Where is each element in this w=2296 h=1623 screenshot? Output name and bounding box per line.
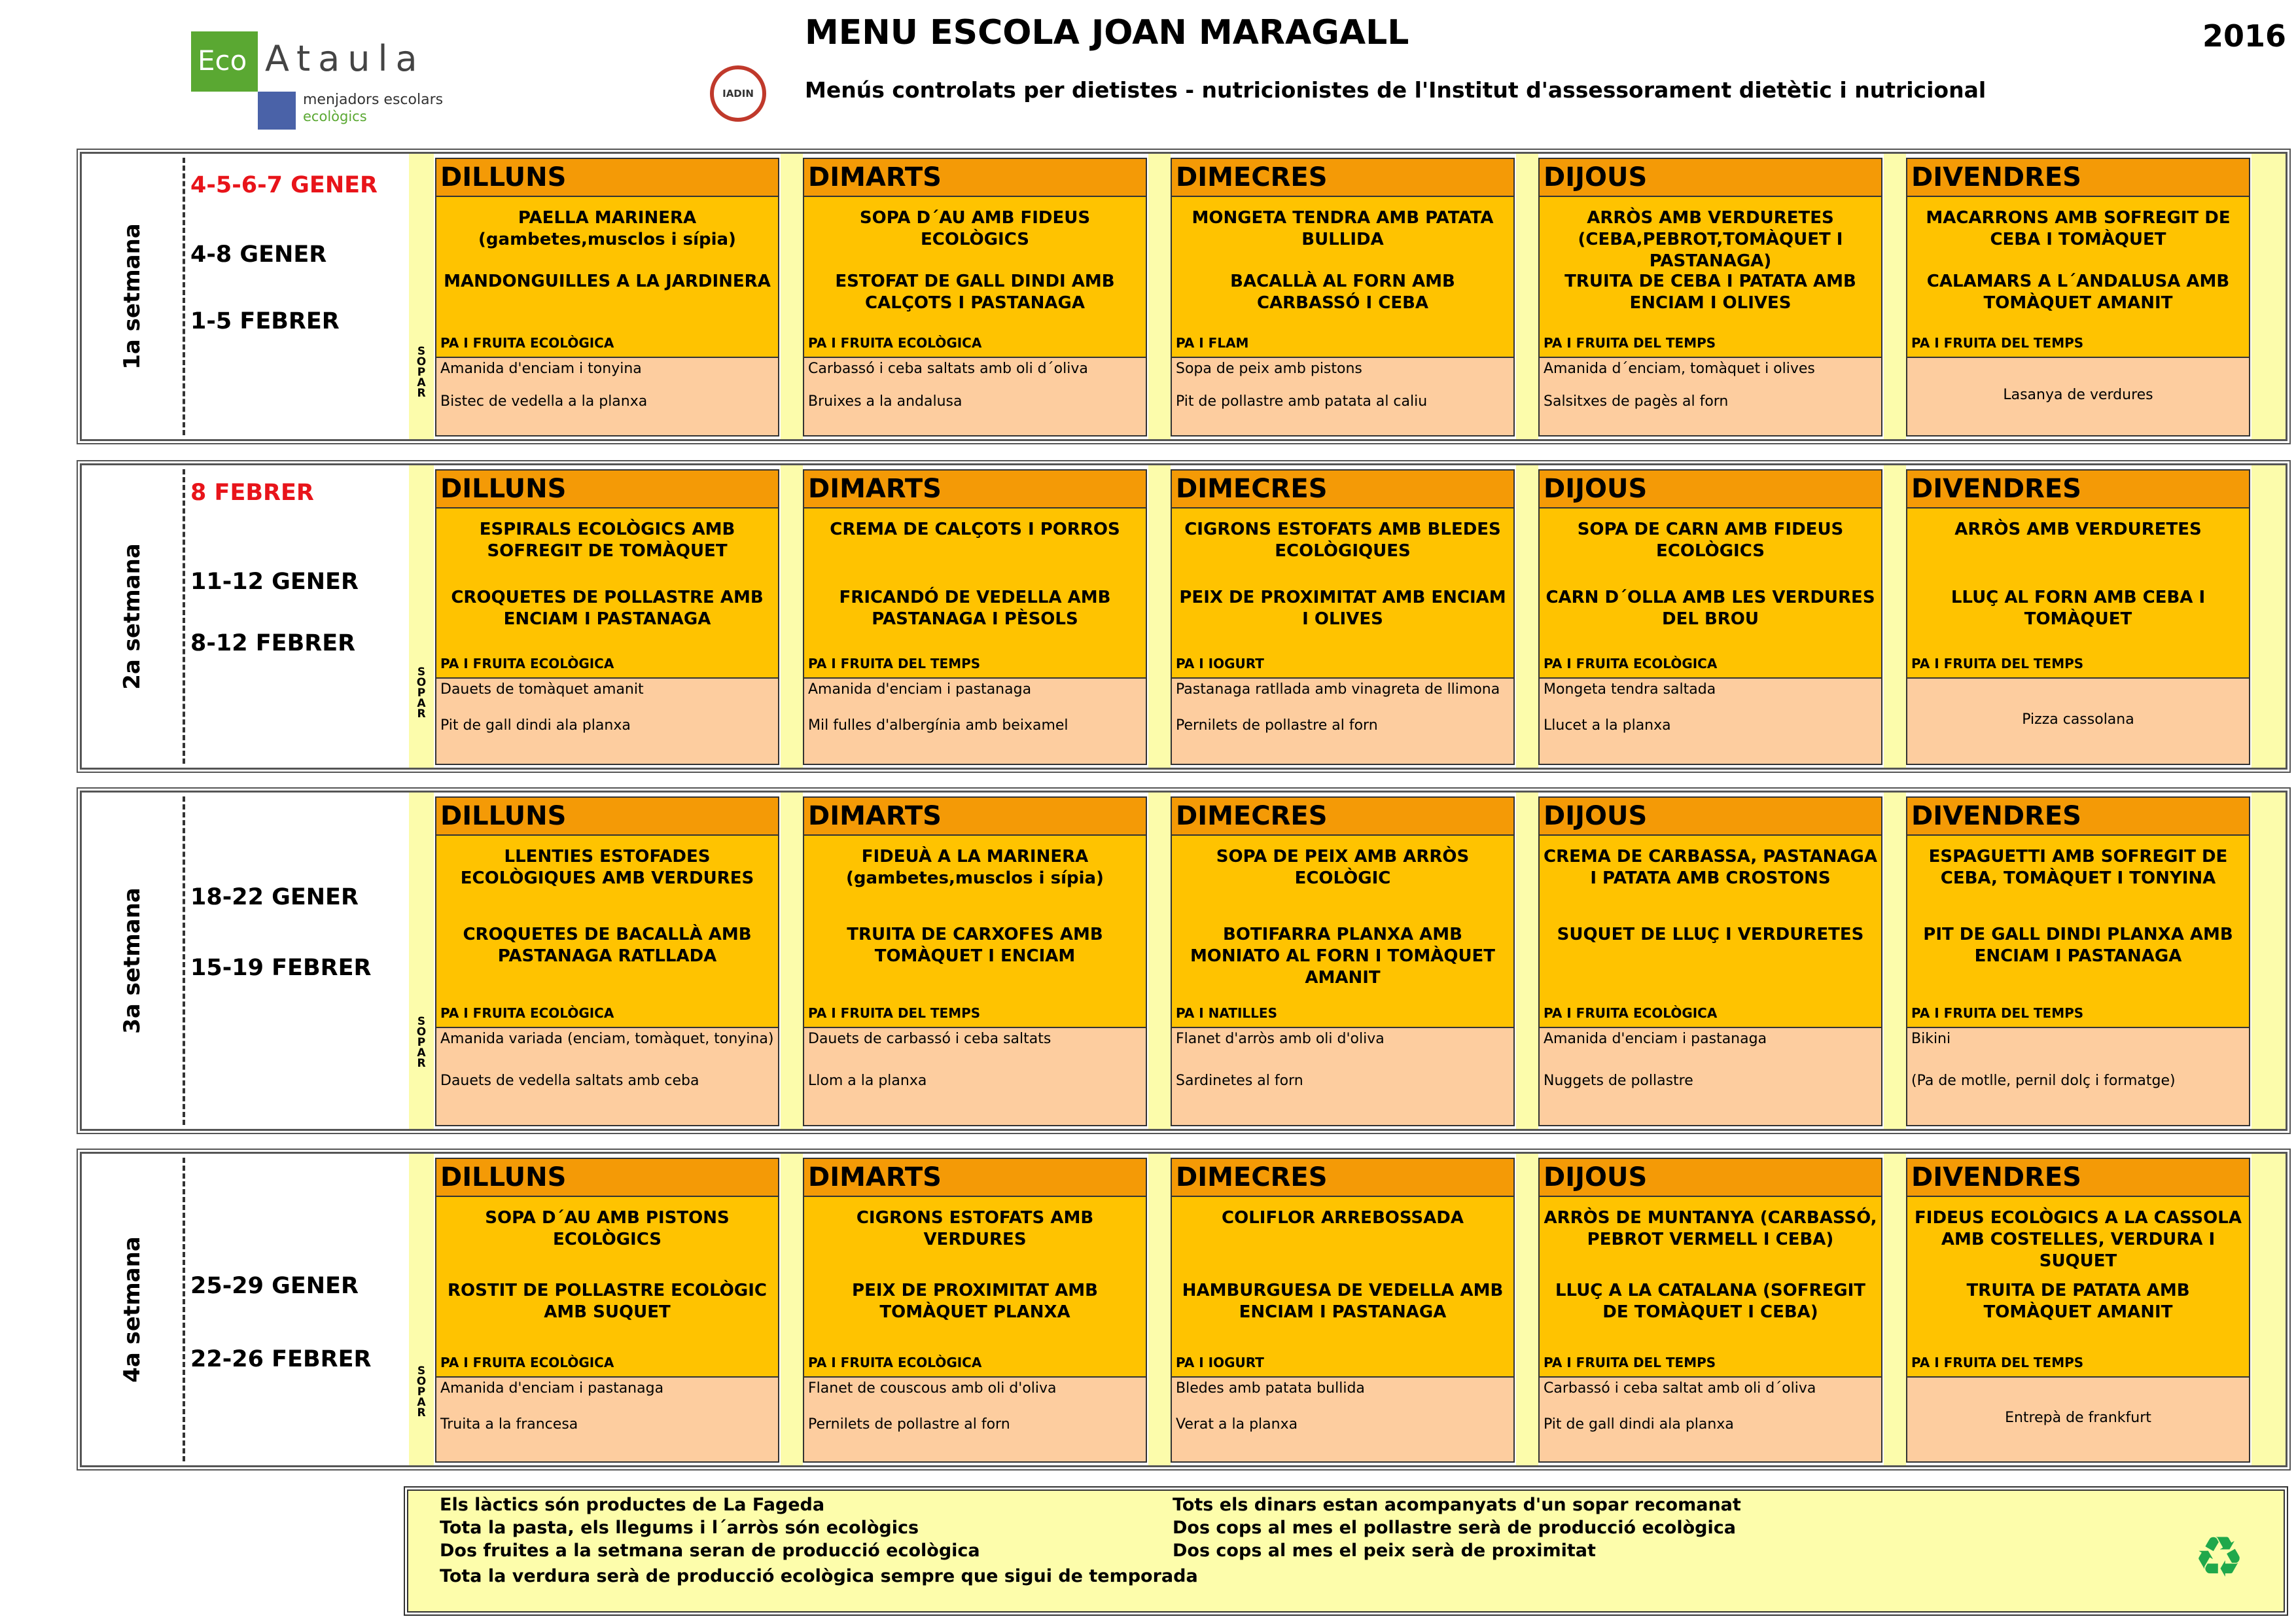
dinner-cell: [1906, 679, 2250, 765]
dinner-item: Amanida d'enciam i tonyina: [440, 361, 642, 377]
bread-and-dessert: PA I FLAM: [1176, 335, 1249, 351]
week-block: [80, 463, 2287, 770]
dinner-cell: [803, 1378, 1147, 1463]
dinner-item: Dauets de vedella saltats amb ceba: [440, 1073, 699, 1089]
bread-and-dessert: PA I FRUITA ECOLÒGICA: [1544, 1005, 1718, 1021]
second-course: MANDONGUILLES A LA JARDINERA: [444, 272, 771, 291]
week-block: [80, 791, 2287, 1131]
sopar-strip: [409, 793, 434, 1129]
ecoataula-logo-green-square: [191, 31, 258, 92]
dinner-item: Amanida d´enciam, tomàquet i olives: [1544, 361, 1815, 377]
dinner-cell: [435, 1378, 779, 1463]
week-date: 22-26 FEBRER: [190, 1346, 372, 1372]
day-column: [1538, 1158, 1882, 1463]
column-gap: [1516, 1154, 1538, 1465]
lunch-cell: [1538, 1197, 1882, 1378]
dinner-cell: [803, 679, 1147, 765]
column-gap: [1884, 1154, 1906, 1465]
day-header: DILLUNS: [435, 158, 779, 197]
day-header: DIJOUS: [1538, 469, 1882, 508]
week-label-text: 3a setmana: [119, 887, 146, 1034]
note-left-2: Tota la pasta, els llegums i l´arròs són ecològics: [440, 1518, 919, 1538]
column-gap: [2252, 793, 2286, 1129]
first-course: LLENTIES ESTOFADES ECOLÒGIQUES AMB VERDURES: [460, 847, 754, 888]
dinner-item: Pizza cassolana: [2022, 711, 2134, 728]
bread-and-dessert: PA I FRUITA ECOLÒGICA: [440, 335, 614, 351]
dinner-cell: [435, 679, 779, 765]
page-title: MENU ESCOLA JOAN MARAGALL: [805, 13, 1409, 52]
dinner-item: Entrepà de frankfurt: [2005, 1410, 2151, 1426]
first-course: SOPA DE CARN AMB FIDEUS ECOLÒGICS: [1577, 520, 1844, 561]
dinner-item: Bruixes a la andalusa: [808, 393, 963, 410]
second-course: TRUITA DE CEBA I PATATA AMB ENCIAM I OLIVES: [1564, 272, 1856, 313]
note-right-1: Tots els dinars estan acompanyats d'un sopar recomanat: [1173, 1495, 1741, 1515]
dinner-cell: [1538, 358, 1882, 437]
day-header: DIMARTS: [803, 158, 1147, 197]
dinner-cell: [803, 358, 1147, 437]
column-gap: [1516, 154, 1538, 439]
week-date: 8 FEBRER: [190, 480, 314, 506]
dinner-item: (Pa de motlle, pernil dolç i formatge): [1911, 1073, 2176, 1089]
column-gap: [1148, 154, 1171, 439]
bread-and-dessert: PA I FRUITA DEL TEMPS: [1911, 1005, 2084, 1021]
day-header: DIMARTS: [803, 796, 1147, 836]
column-gap: [1516, 465, 1538, 768]
bread-and-dessert: PA I IOGURT: [1176, 1355, 1264, 1370]
lunch-cell: [803, 836, 1147, 1028]
dinner-item: Flanet de couscous amb oli d'oliva: [808, 1380, 1057, 1397]
day-column: [1906, 158, 2250, 437]
day-column: [435, 1158, 779, 1463]
first-course: SOPA D´AU AMB FIDEUS ECOLÒGICS: [859, 208, 1091, 249]
dinner-item: Sopa de peix amb pistons: [1176, 361, 1362, 377]
iadin-logo-text: IADIN: [722, 88, 754, 99]
dinner-item: Carbassó i ceba saltats amb oli d´oliva: [808, 361, 1088, 377]
second-course: PEIX DE PROXIMITAT AMB TOMÀQUET PLANXA: [852, 1281, 1098, 1322]
week-label: [82, 1154, 183, 1465]
week-date: 4-8 GENER: [190, 241, 327, 268]
bread-and-dessert: PA I FRUITA ECOLÒGICA: [440, 1355, 614, 1370]
bread-and-dessert: PA I FRUITA ECOLÒGICA: [808, 335, 982, 351]
dinner-item: Llom a la planxa: [808, 1073, 927, 1089]
dinner-item: Mil fulles d'albergínia amb beixamel: [808, 717, 1069, 734]
dinner-item: Pit de gall dindi ala planxa: [1544, 1416, 1734, 1433]
sopar-strip: [409, 154, 434, 439]
lunch-cell: [1171, 197, 1515, 358]
first-course: ARRÒS DE MUNTANYA (CARBASSÓ, PEBROT VERMELL I CEBA): [1544, 1208, 1877, 1249]
day-header: DIMECRES: [1171, 469, 1515, 508]
column-gap: [1148, 793, 1171, 1129]
dinner-item: Lasanya de verdures: [2003, 387, 2153, 403]
dinner-item: Bledes amb patata bullida: [1176, 1380, 1365, 1397]
second-course: FRICANDÓ DE VEDELLA AMB PASTANAGA I PÈSOLS: [839, 588, 1111, 629]
dashed-separator: [183, 1158, 185, 1461]
day-column: [1171, 1158, 1515, 1463]
day-header: DIVENDRES: [1906, 469, 2250, 508]
dinner-item: Salsitxes de pagès al forn: [1544, 393, 1729, 410]
column-gap: [1148, 1154, 1171, 1465]
second-course: PIT DE GALL DINDI PLANXA AMB ENCIAM I PASTANAGA: [1923, 925, 2233, 966]
dinner-item: Pit de gall dindi ala planxa: [440, 717, 631, 734]
day-column: [803, 796, 1147, 1126]
dinner-item: Verat a la planxa: [1176, 1416, 1298, 1433]
dinner-item: Dauets de tomàquet amanit: [440, 681, 644, 698]
day-column: [435, 796, 779, 1126]
day-column: [1906, 469, 2250, 765]
second-course: SUQUET DE LLUÇ I VERDURETES: [1557, 925, 1864, 944]
day-header: DIJOUS: [1538, 158, 1882, 197]
day-header: DIJOUS: [1538, 796, 1882, 836]
lunch-cell: [1171, 836, 1515, 1028]
dinner-cell: [1906, 1028, 2250, 1126]
dinner-item: Pit de pollastre amb patata al caliu: [1176, 393, 1428, 410]
column-gap: [2252, 154, 2286, 439]
dinner-cell: [435, 1028, 779, 1126]
column-gap: [1884, 154, 1906, 439]
day-column: [1538, 796, 1882, 1126]
day-column: [1171, 796, 1515, 1126]
day-header: DILLUNS: [435, 796, 779, 836]
day-header: DIVENDRES: [1906, 796, 2250, 836]
note-right-2: Dos cops al mes el pollastre serà de producció ecològica: [1173, 1518, 1736, 1538]
second-course: LLUÇ A LA CATALANA (SOFREGIT DE TOMÀQUET I CEBA): [1555, 1281, 1866, 1322]
bread-and-dessert: PA I IOGURT: [1176, 656, 1264, 671]
first-course: MACARRONS AMB SOFREGIT DE CEBA I TOMÀQUET: [1926, 208, 2231, 249]
first-course: ESPIRALS ECOLÒGICS AMB SOFREGIT DE TOMÀQUET: [479, 520, 735, 561]
week-block: [80, 152, 2287, 441]
first-course: FIDEUÀ A LA MARINERA (gambetes,musclos i sípia): [846, 847, 1104, 888]
lunch-cell: [803, 508, 1147, 679]
week-label-text: 2a setmana: [119, 543, 146, 690]
week-date: 11-12 GENER: [190, 569, 359, 595]
lunch-cell: [1538, 836, 1882, 1028]
dinner-cell: [803, 1028, 1147, 1126]
first-course: COLIFLOR ARREBOSSADA: [1222, 1208, 1464, 1228]
lunch-cell: [1171, 1197, 1515, 1378]
day-column: [803, 469, 1147, 765]
dinner-cell: [1171, 1028, 1515, 1126]
lunch-cell: [803, 1197, 1147, 1378]
second-course: BOTIFARRA PLANXA AMB MONIATO AL FORN I TOMÀQUET AMANIT: [1190, 925, 1496, 988]
week-date: 1-5 FEBRER: [190, 308, 340, 334]
sopar-strip: [409, 465, 434, 768]
dashed-separator: [183, 158, 185, 435]
second-course: CARN D´OLLA AMB LES VERDURES DEL BROU: [1545, 588, 1875, 629]
dinner-cell: [1538, 1028, 1882, 1126]
recycle-icon: ♻: [2193, 1525, 2244, 1590]
note-left-4: Tota la verdura serà de producció ecològica sempre que sigui de temporada: [440, 1566, 1198, 1586]
second-course: CROQUETES DE BACALLÀ AMB PASTANAGA RATLLADA: [463, 925, 752, 966]
day-header: DIMECRES: [1171, 158, 1515, 197]
first-course: CREMA DE CARBASSA, PASTANAGA I PATATA AMB CROSTONS: [1544, 847, 1877, 888]
dinner-cell: [435, 358, 779, 437]
dinner-cell: [1538, 1378, 1882, 1463]
dinner-cell: [1906, 1378, 2250, 1463]
lunch-cell: [435, 197, 779, 358]
dinner-item: Amanida d'enciam i pastanaga: [1544, 1031, 1767, 1047]
lunch-cell: [435, 508, 779, 679]
first-course: SOPA DE PEIX AMB ARRÒS ECOLÒGIC: [1216, 847, 1470, 888]
iadin-logo: [710, 65, 766, 122]
bread-and-dessert: PA I FRUITA DEL TEMPS: [1911, 1355, 2084, 1370]
day-header: DIVENDRES: [1906, 1158, 2250, 1197]
day-column: [1171, 158, 1515, 437]
column-gap: [1516, 793, 1538, 1129]
lunch-cell: [1906, 836, 2250, 1028]
second-course: LLUÇ AL FORN AMB CEBA I TOMÀQUET: [1951, 588, 2206, 629]
bread-and-dessert: PA I FRUITA ECOLÒGICA: [1544, 656, 1718, 671]
day-column: [803, 158, 1147, 437]
bread-and-dessert: PA I FRUITA DEL TEMPS: [1911, 335, 2084, 351]
first-course: FIDEUS ECOLÒGICS A LA CASSOLA AMB COSTELLES, VERDURA I SUQUET: [1915, 1208, 2242, 1271]
lunch-cell: [1906, 508, 2250, 679]
week-date: 15-19 FEBRER: [190, 955, 372, 981]
day-column: [435, 158, 779, 437]
logo-ataula-text: Ataula: [265, 38, 425, 79]
lunch-cell: [435, 836, 779, 1028]
week-label-text: 1a setmana: [119, 223, 146, 370]
day-column: [1906, 796, 2250, 1126]
column-gap: [781, 1154, 803, 1465]
day-header: DIMECRES: [1171, 796, 1515, 836]
week-date: 4-5-6-7 GENER: [190, 172, 378, 198]
bread-and-dessert: PA I FRUITA DEL TEMPS: [1544, 1355, 1716, 1370]
dashed-separator: [183, 469, 185, 764]
bread-and-dessert: PA I NATILLES: [1176, 1005, 1277, 1021]
note-right-3: Dos cops al mes el peix serà de proximitat: [1173, 1541, 1596, 1561]
sopar-vertical-label: S O P A R: [416, 345, 427, 400]
lunch-cell: [1538, 508, 1882, 679]
first-course: ARRÒS AMB VERDURETES (CEBA,PEBROT,TOMÀQUET I PASTANAGA): [1578, 208, 1843, 271]
day-column: [1171, 469, 1515, 765]
year-label: 2016: [2202, 18, 2287, 54]
lunch-cell: [435, 1197, 779, 1378]
day-column: [1538, 469, 1882, 765]
day-header: DIMARTS: [803, 1158, 1147, 1197]
first-course: CIGRONS ESTOFATS AMB VERDURES: [856, 1208, 1094, 1249]
first-course: MONGETA TENDRA AMB PATATA BULLIDA: [1192, 208, 1494, 249]
week-date: 18-22 GENER: [190, 884, 359, 910]
day-header: DIMARTS: [803, 469, 1147, 508]
logo-subtitle-eco: ecològics: [303, 109, 367, 124]
dinner-cell: [1171, 1378, 1515, 1463]
logo-eco-text: Eco: [198, 45, 247, 77]
dashed-separator: [183, 796, 185, 1125]
day-column: [1906, 1158, 2250, 1463]
dinner-item: Mongeta tendra saltada: [1544, 681, 1716, 698]
second-course: TRUITA DE CARXOFES AMB TOMÀQUET I ENCIAM: [847, 925, 1103, 966]
week-date: 8-12 FEBRER: [190, 630, 356, 656]
bread-and-dessert: PA I FRUITA ECOLÒGICA: [440, 656, 614, 671]
second-course: ROSTIT DE POLLASTRE ECOLÒGIC AMB SUQUET: [448, 1281, 767, 1322]
bread-and-dessert: PA I FRUITA DEL TEMPS: [1911, 656, 2084, 671]
dinner-item: Pernilets de pollastre al forn: [808, 1416, 1010, 1433]
dinner-item: Sardinetes al forn: [1176, 1073, 1303, 1089]
lunch-cell: [803, 197, 1147, 358]
bread-and-dessert: PA I FRUITA ECOLÒGICA: [440, 1005, 614, 1021]
second-course: TRUITA DE PATATA AMB TOMÀQUET AMANIT: [1966, 1281, 2190, 1322]
dinner-item: Llucet a la planxa: [1544, 717, 1671, 734]
column-gap: [781, 465, 803, 768]
second-course: HAMBURGUESA DE VEDELLA AMB ENCIAM I PASTANAGA: [1182, 1281, 1504, 1322]
notes-box: [407, 1489, 2285, 1613]
sopar-vertical-label: S O P A R: [416, 1015, 427, 1070]
day-header: DIMECRES: [1171, 1158, 1515, 1197]
first-course: ARRÒS AMB VERDURETES: [1954, 520, 2202, 539]
dinner-item: Amanida variada (enciam, tomàquet, tonyina): [440, 1031, 774, 1047]
day-header: DILLUNS: [435, 1158, 779, 1197]
dinner-cell: [1538, 679, 1882, 765]
second-course: BACALLÀ AL FORN AMB CARBASSÓ I CEBA: [1230, 272, 1455, 313]
dinner-item: Bikini: [1911, 1031, 1951, 1047]
lunch-cell: [1906, 197, 2250, 358]
first-course: CIGRONS ESTOFATS AMB BLEDES ECOLÒGIQUES: [1184, 520, 1501, 561]
week-block: [80, 1152, 2287, 1467]
dinner-item: Truita a la francesa: [440, 1416, 578, 1433]
lunch-cell: [1171, 508, 1515, 679]
dinner-cell: [1906, 358, 2250, 437]
second-course: ESTOFAT DE GALL DINDI AMB CALÇOTS I PASTANAGA: [835, 272, 1115, 313]
column-gap: [2252, 1154, 2286, 1465]
dinner-cell: [1171, 679, 1515, 765]
second-course: CROQUETES DE POLLASTRE AMB ENCIAM I PASTANAGA: [451, 588, 764, 629]
second-course: PEIX DE PROXIMITAT AMB ENCIAM I OLIVES: [1179, 588, 1506, 629]
note-left-1: Els làctics són productes de La Fageda: [440, 1495, 825, 1515]
column-gap: [781, 154, 803, 439]
week-label-text: 4a setmana: [119, 1236, 146, 1383]
dinner-item: Dauets de carbassó i ceba saltats: [808, 1031, 1051, 1047]
column-gap: [1148, 465, 1171, 768]
dinner-item: Amanida d'enciam i pastanaga: [808, 681, 1032, 698]
column-gap: [2252, 465, 2286, 768]
page-subtitle: Menús controlats per dietistes - nutricionistes de l'Institut d'assessorament dietètic i nutricional: [805, 77, 1987, 103]
lunch-cell: [1538, 197, 1882, 358]
dinner-item: Bistec de vedella a la planxa: [440, 393, 648, 410]
dinner-item: Amanida d'enciam i pastanaga: [440, 1380, 664, 1397]
sopar-vertical-label: S O P A R: [416, 666, 427, 721]
first-course: PAELLA MARINERA (gambetes,musclos i sípia): [478, 208, 736, 249]
day-column: [435, 469, 779, 765]
first-course: CREMA DE CALÇOTS I PORROS: [830, 520, 1120, 539]
logo-subtitle: menjadors escolars: [303, 92, 444, 108]
first-course: ESPAGUETTI AMB SOFREGIT DE CEBA, TOMÀQUET I TONYINA: [1928, 847, 2228, 888]
week-label: [82, 793, 183, 1129]
note-left-3: Dos fruites a la setmana seran de producció ecològica: [440, 1541, 980, 1561]
second-course: CALAMARS A L´ANDALUSA AMB TOMÀQUET AMANIT: [1926, 272, 2230, 313]
column-gap: [1884, 465, 1906, 768]
column-gap: [1884, 793, 1906, 1129]
sopar-vertical-label: S O P A R: [416, 1364, 427, 1419]
day-header: DILLUNS: [435, 469, 779, 508]
dinner-item: Flanet d'arròs amb oli d'oliva: [1176, 1031, 1385, 1047]
bread-and-dessert: PA I FRUITA DEL TEMPS: [808, 656, 981, 671]
day-header: DIJOUS: [1538, 1158, 1882, 1197]
bread-and-dessert: PA I FRUITA DEL TEMPS: [1544, 335, 1716, 351]
day-column: [803, 1158, 1147, 1463]
bread-and-dessert: PA I FRUITA DEL TEMPS: [808, 1005, 981, 1021]
week-label: [82, 465, 183, 768]
dinner-item: Pernilets de pollastre al forn: [1176, 717, 1378, 734]
bread-and-dessert: PA I FRUITA ECOLÒGICA: [808, 1355, 982, 1370]
lunch-cell: [1906, 1197, 2250, 1378]
column-gap: [781, 793, 803, 1129]
week-label: [82, 154, 183, 439]
dinner-item: Pastanaga ratllada amb vinagreta de llimona: [1176, 681, 1500, 698]
sopar-strip: [409, 1154, 434, 1465]
week-date: 25-29 GENER: [190, 1273, 359, 1299]
ecoataula-logo-blue-square: [258, 92, 296, 130]
day-column: [1538, 158, 1882, 437]
dinner-item: Nuggets de pollastre: [1544, 1073, 1693, 1089]
dinner-cell: [1171, 358, 1515, 437]
first-course: SOPA D´AU AMB PISTONS ECOLÒGICS: [485, 1208, 730, 1249]
dinner-item: Carbassó i ceba saltat amb oli d´oliva: [1544, 1380, 1816, 1397]
day-header: DIVENDRES: [1906, 158, 2250, 197]
